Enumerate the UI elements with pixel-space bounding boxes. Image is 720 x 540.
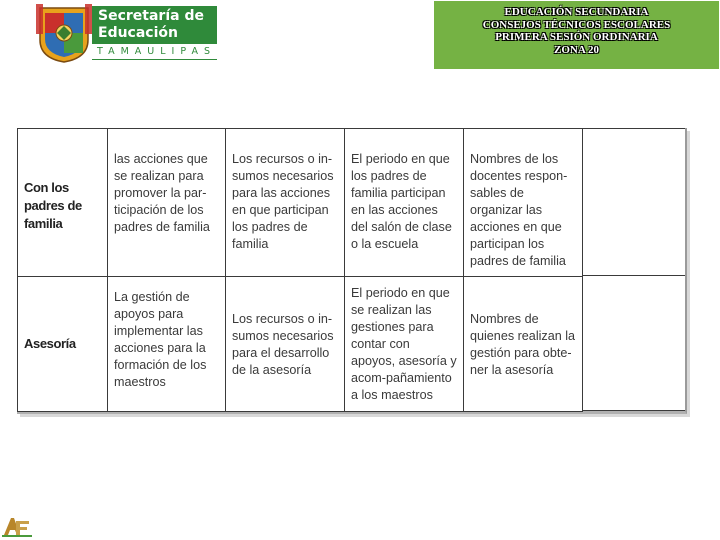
logo-line-educacion: Educación [98, 25, 178, 41]
logo-state-name: TAMAULIPAS [92, 44, 217, 60]
logo-line-secretaria: Secretaría de [98, 8, 204, 24]
header-line-council: CONSEJOS TÉCNICOS ESCOLARES [482, 18, 671, 31]
table-middle-line [582, 275, 685, 276]
table-cell: El periodo en que los padres de familia participan en las acciones del salón de clase o la escuela [345, 129, 464, 277]
footer-emblem-icon [2, 515, 32, 537]
table-row [18, 129, 583, 277]
table-cell: La gestión de apoyos para implementar las acciones para la formación de los maestros [108, 277, 226, 412]
table-row [18, 277, 583, 412]
row-header-asesoria: Asesoría [18, 277, 108, 412]
table-cell: Los recursos o in-sumos necesarios para el desarrollo de la asesoría [226, 277, 345, 412]
session-title-box [434, 1, 719, 69]
planning-table [17, 128, 583, 412]
row-header-padres: Con los padres de familia [18, 129, 108, 277]
header-line-session: PRIMERA SESIÓN ORDINARIA [495, 31, 658, 43]
table-cell: Nombres de quienes realizan la gestión para obte-ner la asesoría [464, 277, 583, 412]
table-top-line [582, 128, 685, 129]
table-cell: Los recursos o in-sumos necesarios para las acciones en que participan los padres de familia [226, 129, 345, 277]
tamaulipas-crest-icon [36, 2, 92, 64]
planning-table-image [17, 128, 687, 414]
secretaria-educacion-logo [36, 2, 220, 64]
header-line-level: EDUCACIÓN SECUNDARIA [504, 6, 649, 18]
logo-banner [92, 6, 217, 60]
table-cell: Nombres de los docentes respon-sables de organizar las acciones en que participan los padres de familia [464, 129, 583, 277]
table-cell: El periodo en que se realizan las gestiones para contar con apoyos, asesoría y acom-pañamiento a los maestros [345, 277, 464, 412]
header-line-zone: ZONA 20 [554, 43, 599, 56]
table-cell: las acciones que se realizan para promover la par-ticipación de los padres de familia [108, 129, 226, 277]
table-bottom-line [582, 410, 685, 411]
table-empty-column [582, 128, 685, 411]
